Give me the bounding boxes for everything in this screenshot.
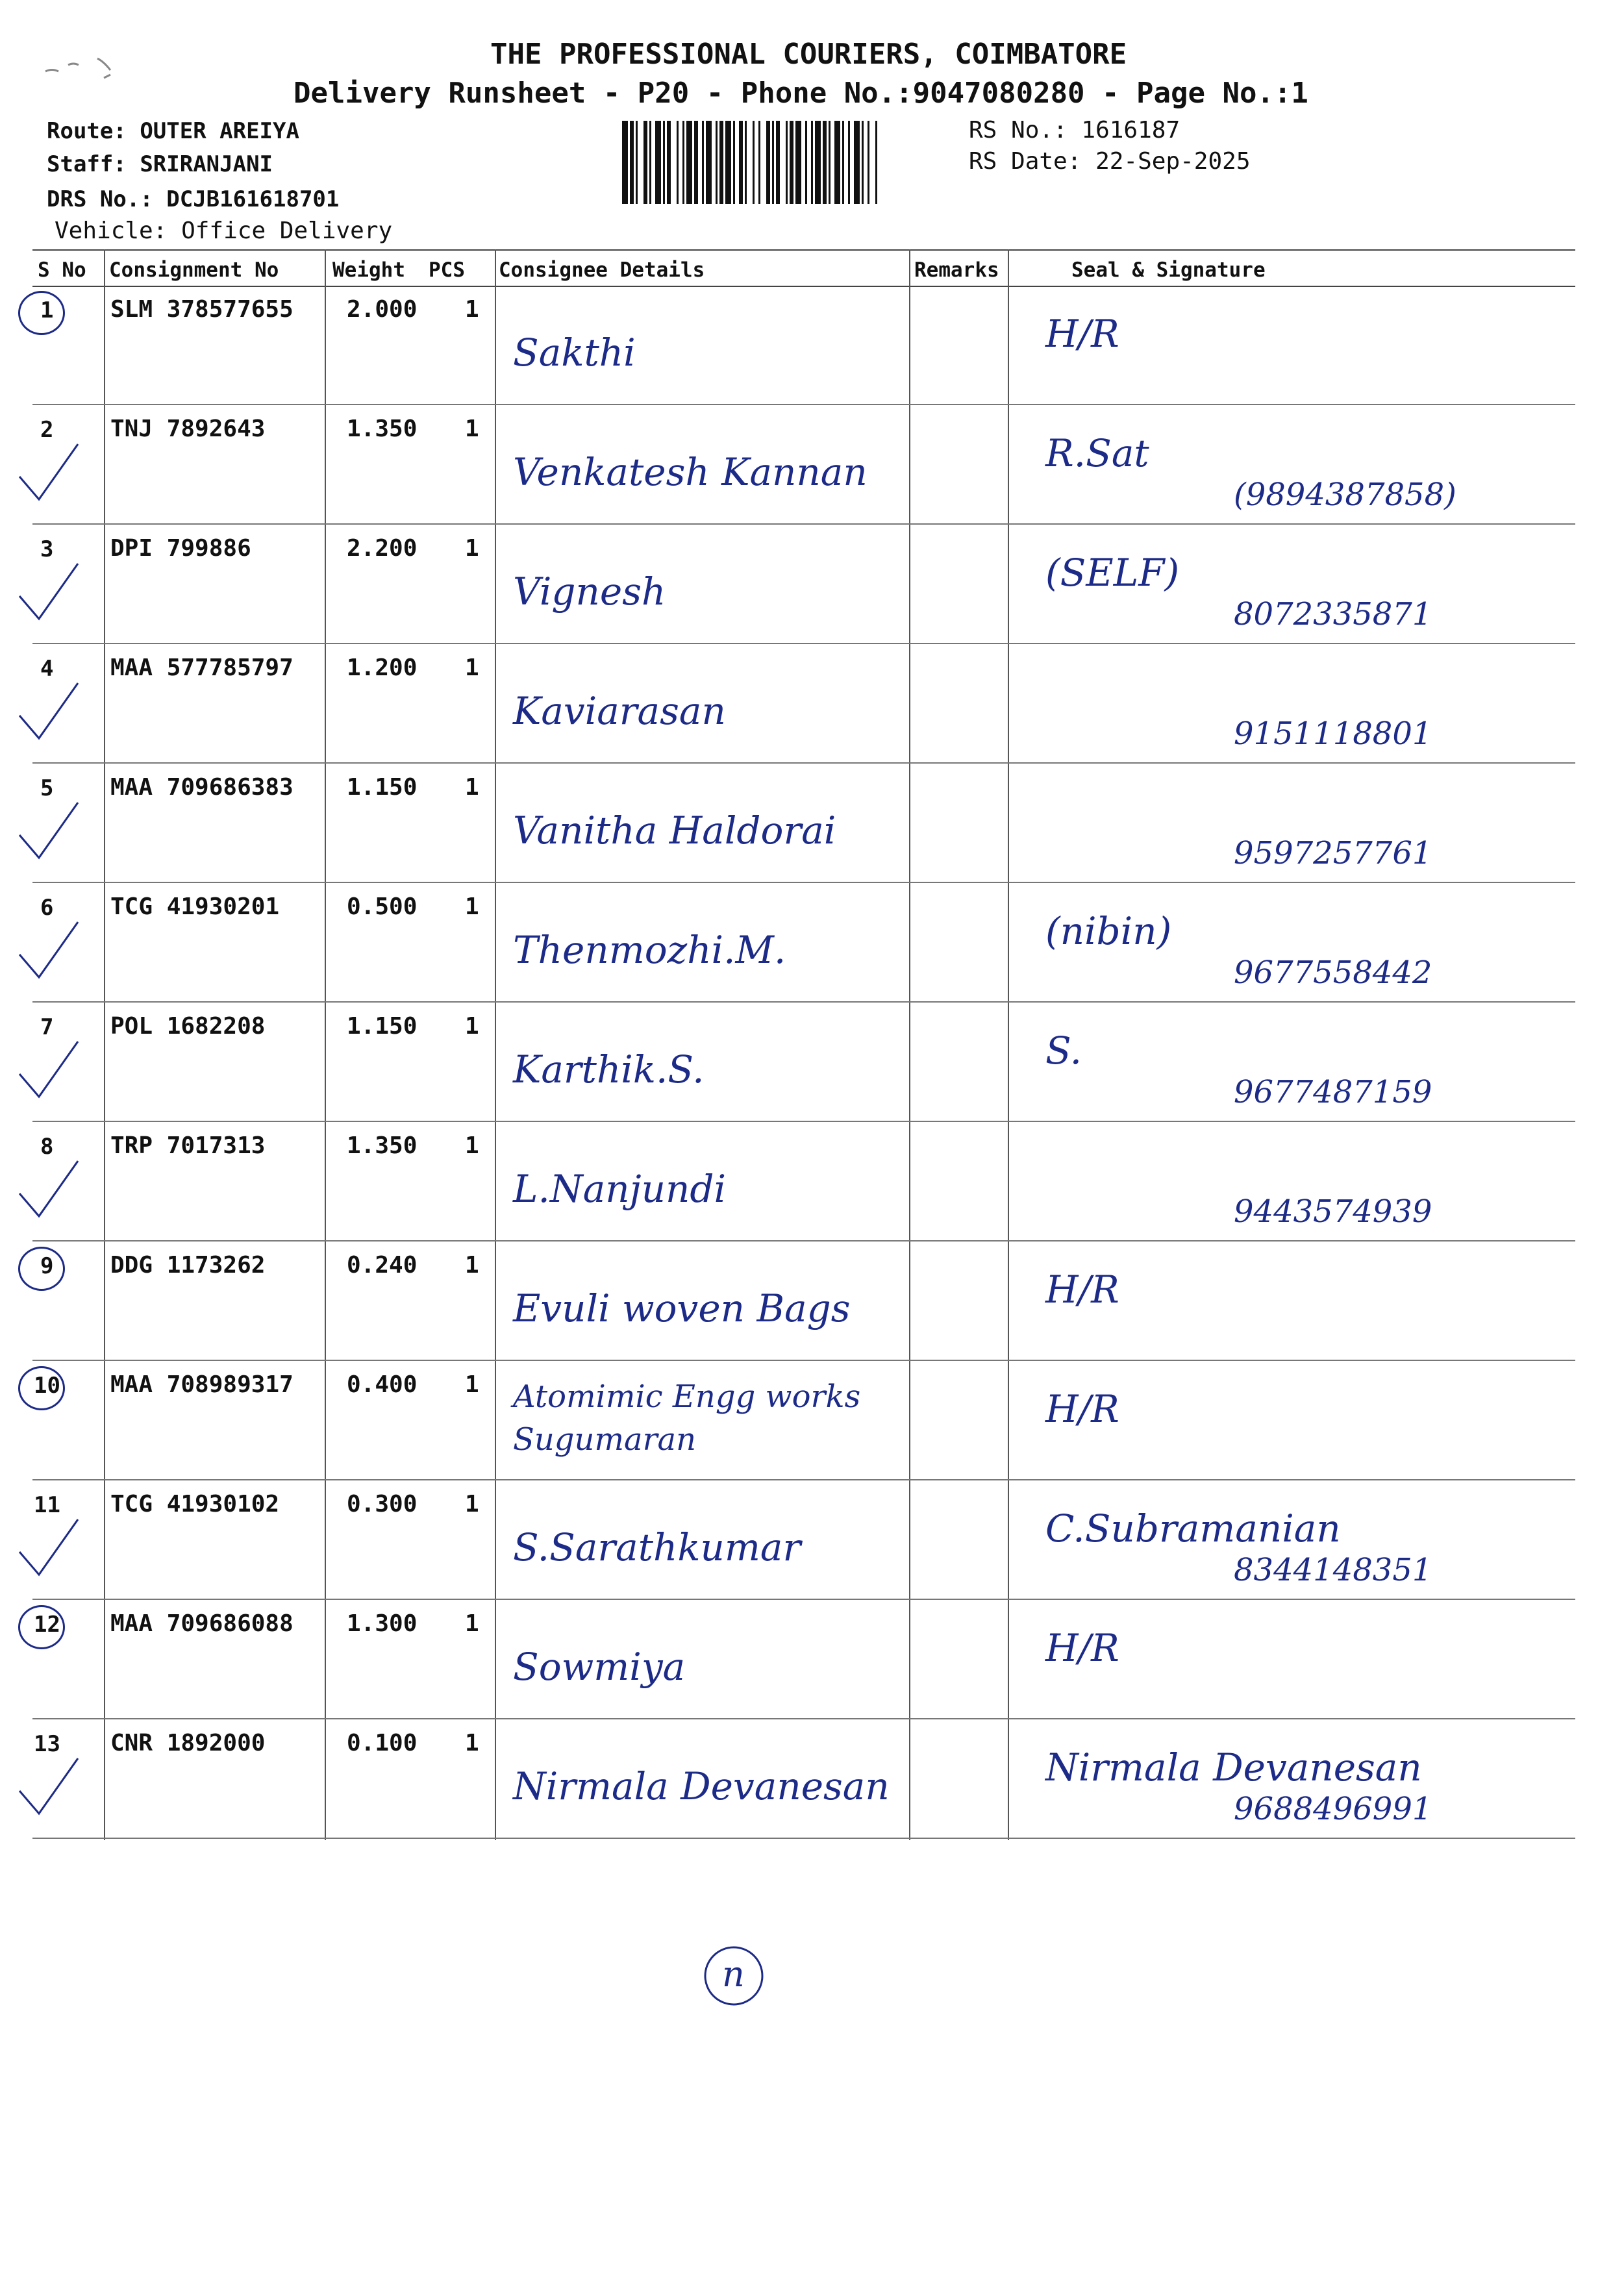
consignee-name: S.Sarathkumar (513, 1525, 801, 1569)
barcode-bar (766, 121, 770, 204)
weight-value: 1.150 (347, 774, 418, 801)
barcode-bar (694, 121, 698, 204)
serial-number: 3 (40, 536, 54, 562)
consignee-name: Nirmala Devanesan (513, 1764, 890, 1808)
barcode-bar (677, 121, 679, 204)
barcode-bar (848, 121, 850, 204)
signature-text: H/R (1045, 1626, 1119, 1670)
pcs-value: 1 (465, 1252, 479, 1279)
contact-phone: 9688496991 (1234, 1791, 1432, 1827)
serial-number: 8 (40, 1134, 54, 1160)
consignment-number: MAA 577785797 (110, 655, 293, 681)
weight-value: 2.000 (347, 296, 418, 323)
serial-number: 2 (40, 417, 54, 443)
rs-date-label: RS Date: (969, 148, 1082, 175)
consignment-number: SLM 378577655 (110, 296, 293, 323)
checkmark-icon (13, 916, 91, 993)
col-header-sno: S No (38, 258, 86, 282)
signature-text: (SELF) (1045, 551, 1180, 595)
barcode-bar (823, 121, 827, 204)
pcs-value: 1 (465, 1132, 479, 1159)
consignee-name: Sakthi (513, 331, 636, 375)
company-title: THE PROFESSIONAL COURIERS, COIMBATORE (490, 38, 1127, 71)
contact-phone: 9151118801 (1234, 716, 1432, 752)
barcode-bar (772, 121, 774, 204)
checkmark-icon (13, 1752, 91, 1830)
checkmark-icon (13, 796, 91, 874)
barcode-bar (815, 121, 821, 204)
checkmark-icon (13, 1513, 91, 1591)
page-mark-letter: n (722, 1954, 745, 1995)
weight-value: 0.400 (347, 1371, 418, 1398)
contact-phone: 9443574939 (1234, 1193, 1432, 1230)
serial-number: 10 (34, 1373, 60, 1399)
barcode-bar (667, 121, 671, 204)
table-row (0, 1122, 1611, 1242)
weight-value: 2.200 (347, 535, 418, 562)
rs-date-line (969, 148, 1251, 175)
checkmark-icon (13, 677, 91, 755)
col-header-remarks: Remarks (914, 258, 999, 282)
barcode-bar (776, 121, 780, 204)
barcode-bar (829, 121, 830, 204)
table-row (0, 405, 1611, 525)
consignment-number: DDG 1173262 (110, 1252, 266, 1279)
weight-value: 1.150 (347, 1013, 418, 1040)
barcode-bar (811, 121, 813, 204)
serial-number: 9 (40, 1253, 54, 1279)
drs-line (47, 186, 339, 212)
table-row (0, 644, 1611, 764)
weight-value: 1.350 (347, 1132, 418, 1159)
consignee-name: Kaviarasan (513, 689, 726, 733)
signature-text: (nibin) (1045, 909, 1172, 953)
checkmark-icon (13, 438, 91, 516)
table-row (0, 1719, 1611, 1839)
vehicle-value: Office Delivery (181, 218, 393, 244)
checkmark-icon (13, 1154, 91, 1232)
barcode-bar (875, 121, 877, 204)
consignee-name: Vignesh (513, 569, 666, 614)
barcode-bar (682, 121, 684, 204)
vehicle-label: Vehicle: (55, 218, 168, 244)
circled-serial-mark (18, 291, 65, 335)
col-header-signature: Seal & Signature (1071, 258, 1266, 282)
rs-date-value: 22-Sep-2025 (1095, 148, 1251, 175)
table-row (0, 286, 1611, 405)
rs-no-line (969, 117, 1180, 144)
col-header-weight: Weight (332, 258, 405, 282)
col-header-pcs: PCS (429, 258, 465, 282)
table-top-rule (32, 249, 1575, 251)
col-header-consignment: Consignment No (109, 258, 279, 282)
barcode-bar (854, 121, 860, 204)
barcode-bar (686, 121, 692, 204)
checkmark-icon (13, 1035, 91, 1113)
table-row (0, 525, 1611, 644)
signature-text: H/R (1045, 1387, 1119, 1431)
table-row (0, 1003, 1611, 1122)
contact-phone: (9894387858) (1234, 477, 1456, 513)
vehicle-line (55, 218, 392, 244)
pcs-value: 1 (465, 1610, 479, 1637)
barcode-bar (745, 121, 747, 204)
consignee-name: Evuli woven Bags (513, 1286, 851, 1330)
barcode-bar (643, 121, 647, 204)
circled-serial-mark (18, 1247, 65, 1291)
page-mark (703, 1945, 765, 2007)
consignee-name: L.Nanjundi (513, 1167, 727, 1211)
staff-line (47, 151, 273, 177)
staff-label: Staff: (47, 151, 127, 177)
barcode-bar (786, 121, 788, 204)
barcode-bar (719, 121, 723, 204)
pcs-value: 1 (465, 655, 479, 681)
barcode-bar (753, 121, 755, 204)
contact-phone: 9597257761 (1234, 835, 1432, 871)
consignee-name: Karthik.S. (513, 1047, 705, 1092)
barcode-bar (739, 121, 743, 204)
barcode-bar (622, 121, 628, 204)
contact-phone: 9677487159 (1234, 1074, 1432, 1110)
signature-text: R.Sat (1045, 431, 1149, 475)
serial-number: 1 (40, 297, 54, 323)
consignment-number: DPI 799886 (110, 535, 251, 562)
pcs-value: 1 (465, 1491, 479, 1517)
pcs-value: 1 (465, 893, 479, 920)
rs-no-value: 1616187 (1081, 117, 1180, 144)
consignment-number: TCG 41930102 (110, 1491, 280, 1517)
consignment-number: CNR 1892000 (110, 1730, 266, 1756)
table-row (0, 1361, 1611, 1480)
staff-value: SRIRANJANI (140, 151, 273, 177)
consignee-name: Venkatesh Kannan (513, 450, 868, 494)
consignment-number: TRP 7017313 (110, 1132, 266, 1159)
row-divider (32, 1838, 1575, 1839)
barcode-bar (663, 121, 665, 204)
runsheet-subtitle: Delivery Runsheet - P20 - Phone No.:9047080280 - Page No.:1 (293, 77, 1308, 110)
contact-phone: 9677558442 (1234, 955, 1432, 991)
barcode-bar (795, 121, 801, 204)
barcode-bar (630, 121, 634, 204)
pcs-value: 1 (465, 535, 479, 562)
weight-value: 0.240 (347, 1252, 418, 1279)
barcode-bar (758, 121, 760, 204)
drs-label: DRS No.: (47, 186, 153, 212)
checkmark-icon (13, 557, 91, 635)
consignment-number: MAA 709686088 (110, 1610, 293, 1637)
pcs-value: 1 (465, 416, 479, 442)
barcode-bar (834, 121, 840, 204)
signature-text: S. (1045, 1029, 1082, 1073)
signature-text: H/R (1045, 312, 1119, 356)
consignment-number: TCG 41930201 (110, 893, 280, 920)
weight-value: 0.500 (347, 893, 418, 920)
signature-text: Nirmala Devanesan (1045, 1745, 1422, 1790)
pcs-value: 1 (465, 774, 479, 801)
circled-serial-mark (18, 1366, 65, 1410)
weight-value: 0.100 (347, 1730, 418, 1756)
scan-mark-decoration (39, 45, 136, 84)
drs-value: DCJB161618701 (166, 186, 340, 212)
rs-no-label: RS No.: (969, 117, 1068, 144)
table-row (0, 1600, 1611, 1719)
serial-number: 13 (34, 1731, 60, 1757)
consignment-number: POL 1682208 (110, 1013, 266, 1040)
table-row (0, 883, 1611, 1003)
weight-value: 0.300 (347, 1491, 418, 1517)
serial-number: 12 (34, 1612, 60, 1638)
barcode-bar (636, 121, 638, 204)
consignee-name: Atomimic Engg works Sugumaran (513, 1379, 861, 1458)
barcode-bar (790, 121, 793, 204)
barcode-bar (862, 121, 864, 204)
weight-value: 1.200 (347, 655, 418, 681)
route-line (47, 118, 299, 144)
serial-number: 7 (40, 1014, 54, 1040)
contact-phone: 8344148351 (1234, 1552, 1432, 1588)
pcs-value: 1 (465, 1013, 479, 1040)
route-label: Route: (47, 118, 127, 144)
serial-number: 5 (40, 775, 54, 801)
barcode-bar (805, 121, 807, 204)
signature-text: H/R (1045, 1267, 1119, 1312)
serial-number: 4 (40, 656, 54, 682)
barcode-bar (725, 121, 731, 204)
barcode-bar (655, 121, 661, 204)
weight-value: 1.350 (347, 416, 418, 442)
table-row (0, 1242, 1611, 1361)
table-row (0, 1480, 1611, 1600)
barcode-bar (733, 121, 735, 204)
circled-serial-mark (18, 1605, 65, 1649)
col-header-consignee: Consignee Details (499, 258, 705, 282)
table-row (0, 764, 1611, 883)
barcode (622, 121, 963, 204)
pcs-value: 1 (465, 1371, 479, 1398)
serial-number: 6 (40, 895, 54, 921)
route-value: OUTER AREIYA (140, 118, 299, 144)
barcode-bar (716, 121, 718, 204)
barcode-bar (702, 121, 704, 204)
consignee-name: Vanitha Haldorai (513, 808, 836, 853)
consignment-number: MAA 709686383 (110, 774, 293, 801)
consignee-name: Thenmozhi.M. (513, 928, 786, 972)
consignment-number: TNJ 7892643 (110, 416, 266, 442)
barcode-bar (706, 121, 712, 204)
weight-value: 1.300 (347, 1610, 418, 1637)
serial-number: 11 (34, 1492, 60, 1518)
barcode-bar (649, 121, 651, 204)
consignment-number: MAA 708989317 (110, 1371, 293, 1398)
contact-phone: 8072335871 (1234, 596, 1432, 632)
pcs-value: 1 (465, 1730, 479, 1756)
pcs-value: 1 (465, 296, 479, 323)
consignee-name: Sowmiya (513, 1645, 686, 1689)
barcode-bar (842, 121, 844, 204)
signature-text: C.Subramanian (1045, 1506, 1341, 1551)
barcode-bar (868, 121, 869, 204)
